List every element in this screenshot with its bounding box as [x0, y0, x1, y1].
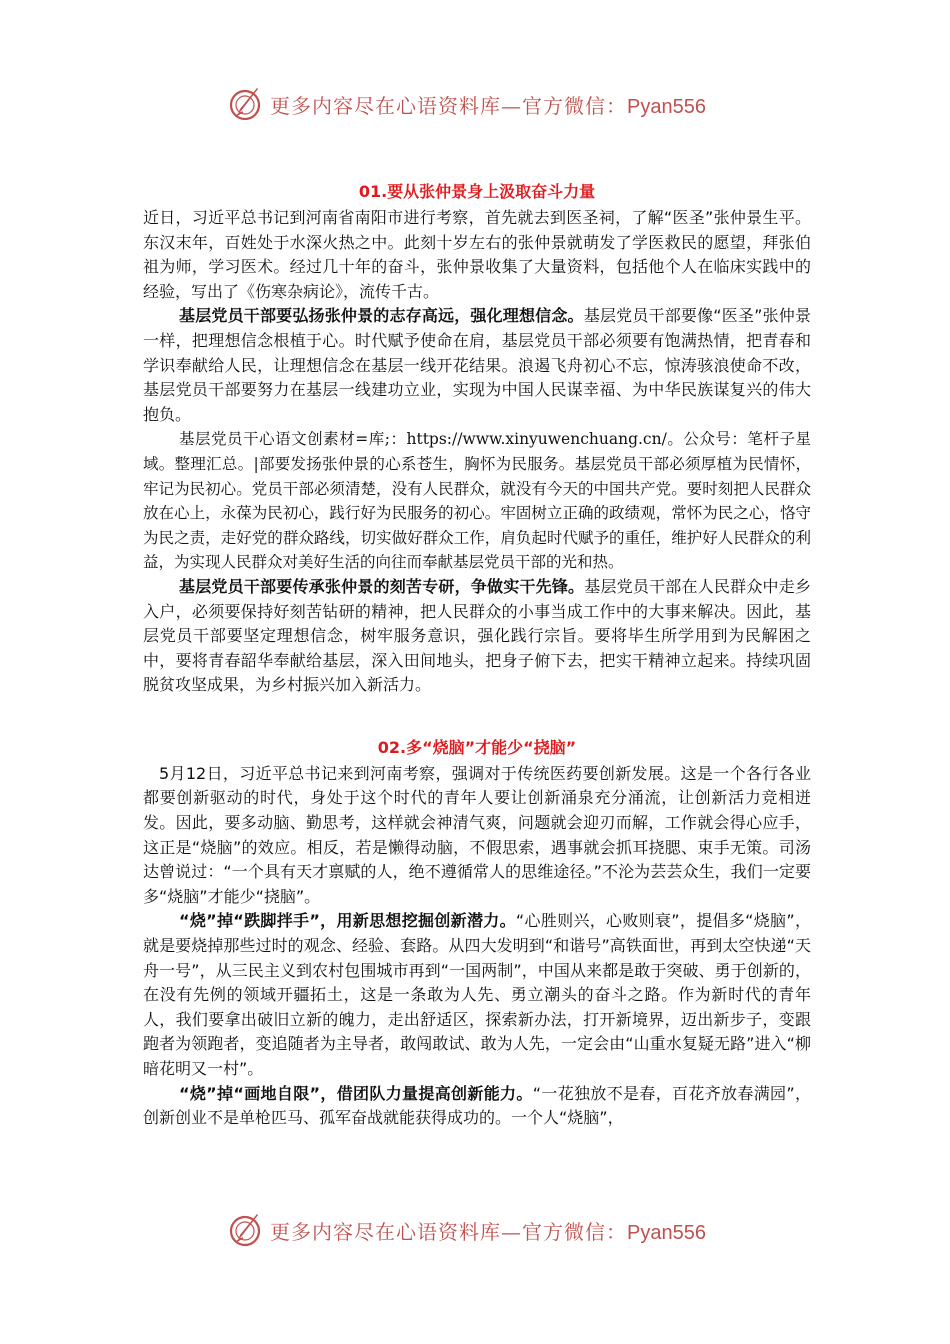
section-1-paragraph-4 — [143, 575, 811, 698]
section-1-paragraph-3: 基层党员干心语文创素材=库;：https://www.xinyuwenchuang.cn/。公众号：笔杆子星域。整理汇总。|部要发扬张仲景的心系苍生，胸怀为民服务。基层党员干部必须厚植为民情怀，牢记为民初心。党员干部必须清楚，没有人民群众，就没有今天的中国共产党。要时刻把人民群众放在心上，永葆为民初心，践行好为民服务的初心。牢固树立正确的政绩观，常怀为民之心，恪守为民之责，走好党的群众路线，切实做好群众工作，肩负起时代赋予的重任，维护好人民群众的利益，为实现人民群众对美好生活的向往而奉献基层党员干部的光和热。 — [143, 430, 811, 572]
section-2-paragraph-2-body: “心胜则兴，心败则衰”，提倡多“烧脑”，就是要烧掉那些过时的观念、经验、套路。从四大发明到“和谐号”高铁面世，再到太空快递“天舟一号”，从三民主义到农村包围城市再到“一国两制”，中国从来都是敢于突破、勇于创新的，在没有先例的领域开疆拓土，这是一条敢为人先、勇立潮头的奋斗之路。作为新时代的青年人，我们要拿出破旧立新的魄力，走出舒适区，探索新办法，打开新境界，迈出新步子，变跟跑者为领跑者，变追随者为主导者，敢闯敢试、敢为人先，一定会由“山重水复疑无路”进入“柳暗花明又一村”。 — [143, 911, 811, 1078]
footer-watermark-banner — [228, 1210, 748, 1250]
section-1-paragraph-2-lead: 基层党员干部要弘扬张仲景的志存高远，强化理想信念。 — [179, 306, 584, 326]
header-watermark-banner — [228, 84, 748, 124]
section-2-title: 02.多“烧脑”才能少“挠脑” — [377, 737, 577, 757]
section-1-paragraph-2 — [143, 304, 811, 427]
section-1 — [143, 180, 811, 698]
pen-logo-icon — [228, 86, 264, 122]
watermark-text: 更多内容尽在心语资料库—官方微信：Pyan556 — [270, 93, 706, 118]
pen-logo-icon — [228, 1212, 264, 1248]
document-body — [143, 180, 811, 1131]
section-1-title: 01.要从张仲景身上汲取奋斗力量 — [358, 182, 596, 201]
section-1-paragraph-4-body: 基层党员干部在人民群众中走乡入户，必须要保持好刻苦钻研的精神，把人民群众的小事当成工作中的大事来解决。因此，基层党员干部要坚定理想信念，树牢服务意识，强化践行宗旨。要将毕生所学用到为民解困之中，要将青春韶华奉献给基层，深入田间地头，把身子俯下去，把实干精神立起来。持续巩固脱贫攻坚成果，为乡村振兴加入新活力。 — [143, 576, 811, 695]
section-2-paragraph-2 — [143, 909, 811, 1081]
watermark-text: 更多内容尽在心语资料库—官方微信：Pyan556 — [270, 1219, 706, 1244]
section-2-paragraph-1: 5月12日，习近平总书记来到河南考察，强调对于传统医药要创新发展。这是一个各行各业都要创新驱动的时代，身处于这个时代的青年人要让创新涌泉充分涌流，让创新活力竞相迸发。因此，要多动脑、勤思考，这样就会神清气爽，问题就会迎刃而解，工作就会得心应手，这正是“烧脑”的效应。相反，若是懒得动脑，不假思索，遇事就会抓耳挠腮、束手无策。司汤达曾说过：“一个具有天才禀赋的人，绝不遵循常人的思维途径。”不沦为芸芸众生，我们一定要多“烧脑”才能少“挠脑”。 — [143, 763, 811, 906]
section-2 — [143, 736, 811, 1131]
section-2-paragraph-3-body: “一花独放不是春，百花齐放春满园”，创新创业不是单枪匹马、孤军奋战就能获得成功的。一个人“烧脑”， — [143, 1083, 811, 1128]
section-2-paragraph-3-lead: “烧”掉“画地自限”，借团队力量提高创新能力。 — [179, 1083, 533, 1103]
section-1-paragraph-1: 近日，习近平总书记到河南省南阳市进行考察，首先就去到医圣祠，了解“医圣”张仲景生平。东汉末年，百姓处于水深火热之中。此刻十岁左右的张仲景就萌发了学医救民的愿望，拜张伯祖为师，学习医术。经过几十年的奋斗，张仲景收集了大量资料，包括他个人在临床实践中的经验，写出了《伤寒杂病论》，流传千古。 — [143, 208, 811, 301]
section-1-paragraph-4-lead: 基层党员干部要传承张仲景的刻苦专研，争做实干先锋。 — [179, 576, 585, 596]
section-1-paragraph-2-body: 基层党员干部要像“医圣”张仲景一样，把理想信念根植于心。时代赋予使命在肩，基层党员干部必须要有饱满热情，把青春和学识奉献给人民，让理想信念在基层一线开花结果。浪遏飞舟初心不忘，惊涛骇浪使命不改，基层党员干部要努力在基层一线建功立业，实现为中国人民谋幸福、为中华民族谋复兴的伟大抱负。 — [143, 306, 811, 424]
section-2-paragraph-3 — [143, 1082, 811, 1131]
section-2-paragraph-2-lead: “烧”掉“跌脚拌手”，用新思想挖掘创新潜力。 — [179, 911, 516, 931]
